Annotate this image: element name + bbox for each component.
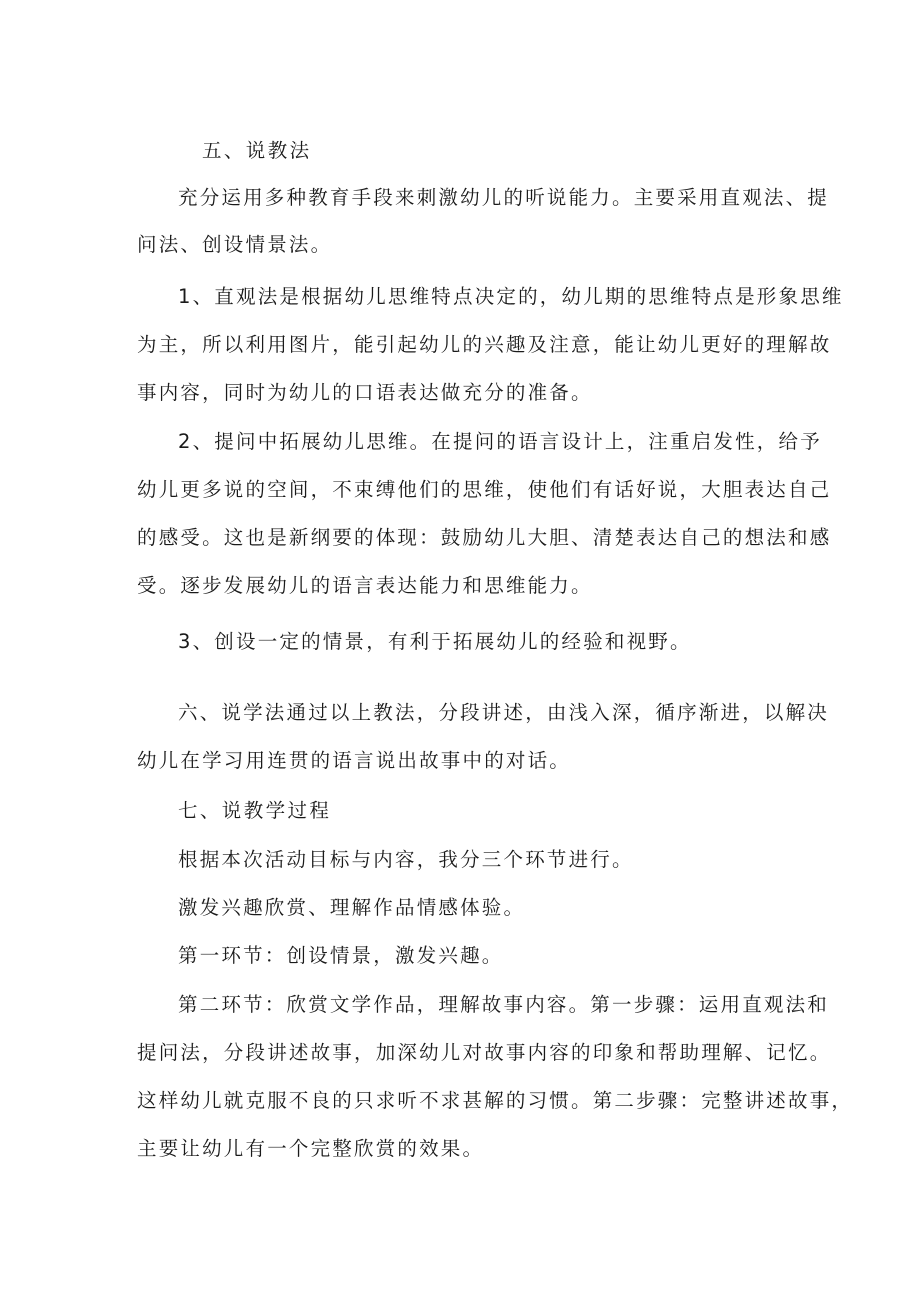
paragraph-line: 为主，所以利用图片，能引起幼儿的兴趣及注意，能让幼儿更好的理解故 (137, 333, 832, 356)
paragraph-line: 六、说学法通过以上教法，分段讲述，由浅入深，循序渐进，以解决 (178, 701, 830, 724)
paragraph-line: 事内容，同时为幼儿的口语表达做充分的准备。 (137, 381, 593, 404)
section-heading-teaching-process: 七、说教学过程 (178, 799, 332, 822)
paragraph-line: 幼儿在学习用连贯的语言说出故事中的对话。 (137, 749, 572, 772)
paragraph-line: 第一环节：创设情景，激发兴趣。 (178, 944, 504, 967)
paragraph-line: 充分运用多种教育手段来刺激幼儿的听说能力。主要采用直观法、提 (178, 186, 830, 209)
paragraph-line: 受。逐步发展幼儿的语言表达能力和思维能力。 (137, 574, 593, 597)
paragraph-line: 提问法，分段讲述故事，加深幼儿对故事内容的印象和帮助理解、记忆。 (137, 1041, 832, 1064)
paragraph-line: 3、创设一定的情景，有利于拓展幼儿的经验和视野。 (178, 630, 692, 653)
paragraph-line: 1、直观法是根据幼儿思维特点决定的，幼儿期的思维特点是形象思维 (178, 285, 844, 308)
paragraph-line: 这样幼儿就克服不良的只求听不求甚解的习惯。第二步骤：完整讲述故事， (137, 1089, 854, 1112)
paragraph-line: 问法、创设情景法。 (137, 233, 333, 256)
paragraph-line: 根据本次活动目标与内容，我分三个环节进行。 (178, 848, 634, 871)
paragraph-line: 激发兴趣欣赏、理解作品情感体验。 (178, 896, 526, 919)
paragraph-line: 的感受。这也是新纲要的体现：鼓励幼儿大胆、清楚表达自己的想法和感 (137, 526, 832, 549)
paragraph-line: 主要让幼儿有一个完整欣赏的效果。 (137, 1137, 485, 1160)
section-heading-teaching-methods: 五、说教法 (202, 139, 312, 162)
paragraph-line: 第二环节：欣赏文学作品，理解故事内容。第一步骤：运用直观法和 (178, 993, 830, 1016)
paragraph-line: 2、提问中拓展幼儿思维。在提问的语言设计上，注重启发性，给予 (178, 430, 822, 453)
paragraph-line: 幼儿更多说的空间，不束缚他们的思维，使他们有话好说，大胆表达自己 (137, 478, 832, 501)
